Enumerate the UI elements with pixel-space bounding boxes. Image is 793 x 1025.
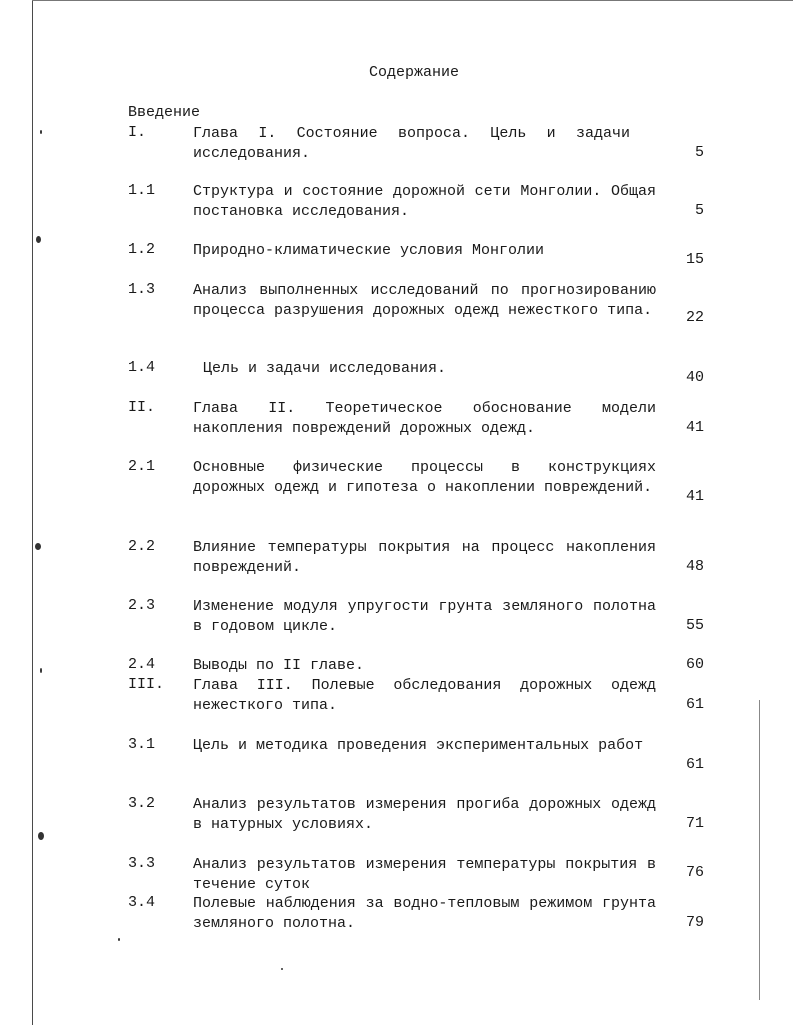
entry-title: Цель и методика проведения экспериментальных работ — [193, 737, 644, 754]
scan-edge-right — [759, 700, 760, 1000]
entry-title: Глава I. Состояние вопроса. Цель и задачи исследования. — [193, 125, 630, 162]
entry-number: 1.3 — [128, 281, 156, 298]
entry-number: 3.2 — [128, 795, 156, 812]
entry-title: Природно-климатические условия Монголии — [193, 242, 545, 259]
entry-page: 40 — [685, 369, 704, 386]
entry-title: Анализ выполненных исследований по прогнозированию процесса разрушения дорожных одежд нежесткого типа. — [193, 282, 656, 319]
entry-title: Полевые наблюдения за водно-тепловым режимом грунта земляного полотна. — [193, 895, 656, 932]
entry-number: 2.2 — [128, 538, 156, 555]
entry-number: 2.1 — [128, 458, 156, 475]
entry-number: 3.3 — [128, 855, 156, 872]
scan-speck — [36, 236, 41, 243]
scan-speck — [40, 130, 42, 134]
scan-speck — [38, 832, 44, 840]
entry-number: II. — [128, 399, 156, 416]
entry-page: 61 — [685, 696, 704, 713]
toc-title: Содержание — [369, 64, 460, 81]
entry-number: 1.2 — [128, 241, 156, 258]
entry-page: 48 — [685, 558, 704, 575]
entry-page: 61 — [685, 756, 704, 773]
entry-number: I. — [128, 124, 147, 141]
entry-number: III. — [128, 676, 165, 693]
entry-title: Цель и задачи исследования. — [203, 360, 447, 377]
entry-page: 79 — [685, 914, 704, 931]
entry-page: 41 — [685, 488, 704, 505]
scan-edge-top — [32, 0, 793, 1]
entry-title: Глава II. Теоретическое обоснование модели накопления повреждений дорожных одежд. — [193, 400, 656, 437]
entry-page: 76 — [685, 864, 704, 881]
entry-number: 2.3 — [128, 597, 156, 614]
entry-title: Влияние температуры покрытия на процесс накопления повреждений. — [193, 539, 656, 576]
entry-page: 5 — [694, 144, 704, 161]
entry-number: 2.4 — [128, 656, 156, 673]
entry-number: 3.1 — [128, 736, 156, 753]
entry-title: Основные физические процессы в конструкциях дорожных одежд и гипотеза о накоплении повреждений. — [193, 459, 656, 496]
scan-speck — [281, 968, 283, 970]
entry-page: 71 — [685, 815, 704, 832]
entry-number: 1.4 — [128, 359, 156, 376]
scan-speck — [40, 668, 42, 673]
entry-title: Анализ результатов измерения прогиба дорожных одежд в натурных условиях. — [193, 796, 656, 833]
toc-intro: Введение — [128, 104, 201, 121]
entry-page: 41 — [685, 419, 704, 436]
entry-page: 5 — [694, 202, 704, 219]
entry-page: 22 — [685, 309, 704, 326]
entry-page: 60 — [685, 656, 704, 673]
scan-edge-left — [32, 0, 33, 1025]
entry-number: 1.1 — [128, 182, 156, 199]
scan-speck — [118, 938, 120, 941]
entry-title: Глава III. Полевые обследования дорожных одежд нежесткого типа. — [193, 677, 656, 714]
entry-title: Структура и состояние дорожной сети Монголии. Общая постановка исследования. — [193, 183, 656, 220]
entry-number: 3.4 — [128, 894, 156, 911]
entry-title: Выводы по II главе. — [193, 657, 365, 674]
entry-page: 15 — [685, 251, 704, 268]
scan-speck — [35, 543, 41, 550]
entry-title: Анализ результатов измерения температуры покрытия в течение суток — [193, 856, 656, 893]
entry-page: 55 — [685, 617, 704, 634]
entry-title: Изменение модуля упругости грунта земляного полотна в годовом цикле. — [193, 598, 656, 635]
